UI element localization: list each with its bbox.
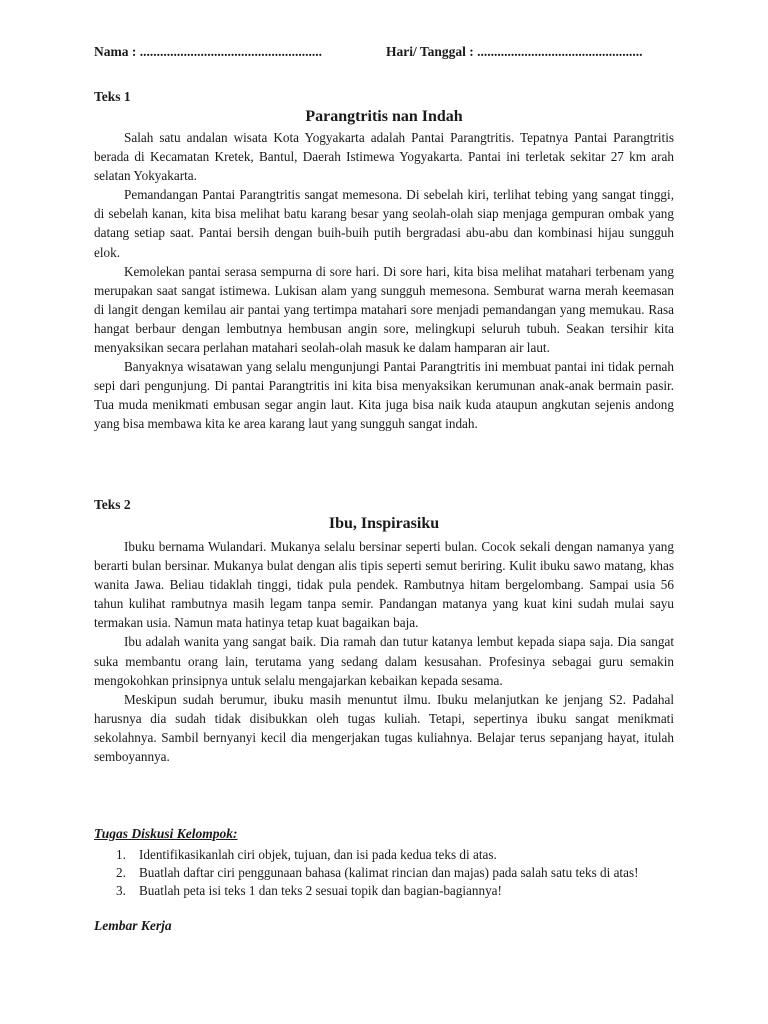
teks1-paragraph: Banyaknya wisatawan yang selalu mengunjungi Pantai Parangtritis ini membuat pantai ini tidak pernah sepi dari pengunjung. Di pantai Parangtritis ini kita bisa menyaksikan kerumunan anak-anak bermain pasir. Tua muda menikmati embusan segar angin laut. Kita juga bisa naik kuda ataupun angkutan sejenis andong yang bisa membawa kita ke area karang laut yang sungguh sangat indah.	[94, 359, 674, 432]
teks1-paragraph: Salah satu andalan wisata Kota Yogyakarta adalah Pantai Parangtritis. Tepatnya Pantai Parangtritis berada di Kecamatan Kretek, Bantul, Daerah Istimewa Yogyakarta. Pantai ini terletak sekitar 27 km arah selatan Yokyakarta.	[94, 130, 674, 184]
nama-field: Nama : ......................................................	[94, 44, 322, 59]
tugas-item-number: 3.	[116, 883, 126, 899]
tugas-item	[94, 846, 674, 864]
tugas-item-text: Buatlah peta isi teks 1 dan teks 2 sesuai topik dan bagian-bagiannya!	[139, 883, 502, 899]
teks1-title: Parangtritis nan Indah	[305, 108, 463, 125]
tugas-item	[94, 882, 674, 900]
tugas-title: Tugas Diskusi Kelompok:	[94, 826, 238, 841]
teks2-paragraph: Meskipun sudah berumur, ibuku masih menuntut ilmu. Ibuku melanjutkan ke jenjang S2. Padahal harusnya dia sudah tidak disibukkan oleh tugas kuliah. Tetapi, sepertinya ibuku sangat menikmati sekolahnya. Sambil bernyanyi kecil dia mengerjakan tugas kuliahnya. Belajar terus sepanjang hayat, itulah semboyannya.	[94, 691, 674, 765]
tugas-item-number: 2.	[116, 865, 126, 881]
tugas-item	[94, 864, 674, 882]
teks1-body	[94, 128, 674, 434]
lembar-kerja-heading: Lembar Kerja	[94, 918, 172, 933]
teks2-paragraph: Ibu adalah wanita yang sangat baik. Dia ramah dan tutur katanya lembut kepada siapa saja. Dia sangat suka membantu orang lain, terutama yang sedang dalam kesusahan. Profesinya sebagai guru semakin mengokohkan prinsipnya untuk selalu mengajarkan kebaikan kepada sesama.	[94, 634, 674, 688]
teks2-title: Ibu, Inspirasiku	[328, 515, 440, 532]
teks1-paragraph: Pemandangan Pantai Parangtritis sangat memesona. Di sebelah kiri, terlihat tebing yang sangat tinggi, di sebelah kanan, kita bisa melihat batu karang besar yang seolah-olah siap menjaga gempuran ombak yang datang setiap saat. Pantai bersih dengan buih-buih putih bergradasi abu-abu dan kombinasi hijau sungguh elok.	[94, 187, 674, 260]
tugas-item-text: Identifikasikanlah ciri objek, tujuan, dan isi pada kedua teks di atas.	[139, 847, 497, 862]
teks2-body	[94, 537, 674, 766]
teks1-label: Teks 1	[94, 89, 131, 104]
teks2-label: Teks 2	[94, 497, 131, 512]
tugas-list	[94, 846, 674, 901]
hari-tanggal-field: Hari/ Tanggal : .................................................	[386, 44, 643, 59]
teks2-paragraph: Ibuku bernama Wulandari. Mukanya selalu bersinar seperti bulan. Cocok sekali dengan namanya yang berarti bulan bersinar. Mukanya bulat dengan alis tipis seperti semut beriring. Kulit ibuku sawo matang, khas wanita Jawa. Beliau tidaklah tinggi, tidak pula pendek. Rambutnya hitam bergelombang. Sampai usia 56 tahun kulihat rambutnya masih legam tanpa semir. Pandangan matanya yang kuat kini sudah mulai sayu termakan usia. Namun mata hatinya tetap kuat bagaikan baja.	[94, 539, 674, 631]
tugas-item-number: 1.	[116, 847, 126, 862]
teks1-paragraph: Kemolekan pantai serasa sempurna di sore hari. Di sore hari, kita bisa melihat matahari terbenam yang merupakan saat sangat istimewa. Lukisan alam yang sungguh memesona. Semburat warna merah keemasan di langit dengan kemilau air pantai yang tertimpa matahari sore menjadi pemandangan yang memukau. Rasa hangat berbaur dengan lembutnya hembusan angin sore, melingkupi seluruh tubuh. Seakan tersihir kita menyaksikan secara perlahan matahari seolah-olah masuk ke dalam hamparan air laut.	[94, 263, 674, 356]
tugas-item-text: Buatlah daftar ciri penggunaan bahasa (kalimat rincian dan majas) pada salah satu teks di atas!	[139, 865, 639, 881]
